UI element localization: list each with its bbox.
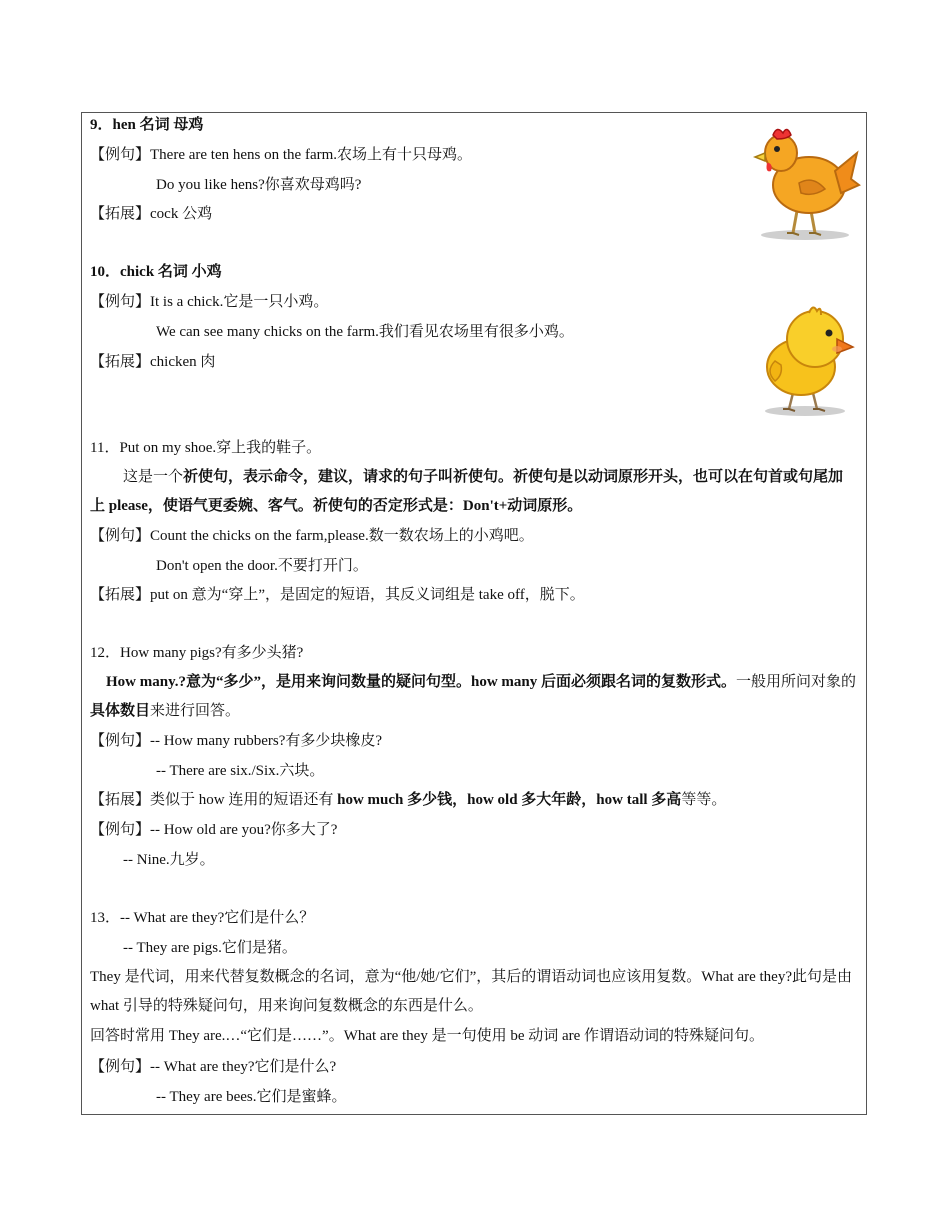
extension-tag: 【拓展】	[90, 587, 151, 603]
s13-explanation-2: 回答时常用 They are.…“它们是……”。What are they 是一句使用 be 动词 are 作谓语动词的特殊疑问句。	[90, 1028, 765, 1044]
extension-tag: 【拓展】	[90, 206, 151, 222]
example-tag: 【例句】	[90, 733, 151, 749]
s13-answer: -- They are pigs.它们是猪。	[123, 940, 297, 956]
example-tag: 【例句】	[90, 147, 151, 163]
example-tag: 【例句】	[90, 528, 151, 544]
s9-heading: 9．hen 名词 母鸡	[90, 117, 204, 133]
s12-extension: 【拓展】类似于 how 连用的短语还有 how much 多少钱，how old 多大年龄，how tall 多高等等。	[90, 792, 727, 808]
s13-heading: 13．-- What are they?它们是什么？	[90, 910, 315, 926]
s11-heading: 11．Put on my shoe.穿上我的鞋子。	[90, 440, 322, 456]
s10-extension: 【拓展】chicken 肉	[90, 354, 216, 370]
s10-example-1: 【例句】It is a chick.它是一只小鸡。	[90, 294, 329, 310]
s11-example-1: 【例句】Count the chicks on the farm,please.数一数农场上的小鸡吧。	[90, 528, 534, 544]
s10-example-2: We can see many chicks on the farm.我们看见农场里有很多小鸡。	[156, 324, 574, 340]
example-tag: 【例句】	[90, 822, 151, 838]
s12-explanation: How many.?意为“多少”，是用来询问数量的疑问句型。how many 后面必须跟名词的复数形式。一般用所问对象的具体数目来进行回答。	[90, 674, 857, 719]
s11-example-2: Don't open the door.不要打开门。	[156, 558, 368, 574]
content-box	[81, 112, 867, 1115]
s12-example-2: -- There are six./Six.六块。	[156, 763, 325, 779]
extension-tag: 【拓展】	[90, 354, 151, 370]
example-tag: 【例句】	[90, 1059, 151, 1075]
s13-example-2: -- They are bees.它们是蜜蜂。	[156, 1089, 347, 1105]
s13-example-1: 【例句】-- What are they?它们是什么?	[90, 1059, 337, 1075]
s12-example-4: -- Nine.九岁。	[123, 852, 215, 868]
hen-illustration	[747, 123, 865, 243]
s12-heading: 12．How many pigs?有多少头猪?	[90, 645, 304, 661]
s12-example-1: 【例句】-- How many rubbers?有多少块橡皮?	[90, 733, 383, 749]
chick-illustration	[757, 301, 857, 419]
s13-explanation-1: They 是代词，用来代替复数概念的名词，意为“他/她/它们”，其后的谓语动词也应该用复数。What are they?此句是由 what 引导的特殊疑问句，用来询问复数概念的东西是什么。	[90, 969, 853, 1014]
example-tag: 【例句】	[90, 294, 151, 310]
s9-example-2: Do you like hens?你喜欢母鸡吗?	[156, 177, 362, 193]
s9-extension: 【拓展】cock 公鸡	[90, 206, 213, 222]
s12-example-3: 【例句】-- How old are you?你多大了?	[90, 822, 338, 838]
s11-explanation: 这是一个祈使句，表示命令，建议，请求的句子叫祈使句。祈使句是以动词原形开头，也可以在句首或句尾加上 please，使语气更委婉、客气。祈使句的否定形式是：Don't+动词原形。	[90, 469, 844, 514]
s9-example-1: 【例句】There are ten hens on the farm.农场上有十只母鸡。	[90, 147, 473, 163]
s10-heading: 10．chick 名词 小鸡	[90, 264, 222, 280]
s11-extension: 【拓展】put on 意为“穿上”，是固定的短语，其反义词组是 take off，脱下。	[90, 587, 585, 603]
extension-tag: 【拓展】	[90, 792, 151, 808]
